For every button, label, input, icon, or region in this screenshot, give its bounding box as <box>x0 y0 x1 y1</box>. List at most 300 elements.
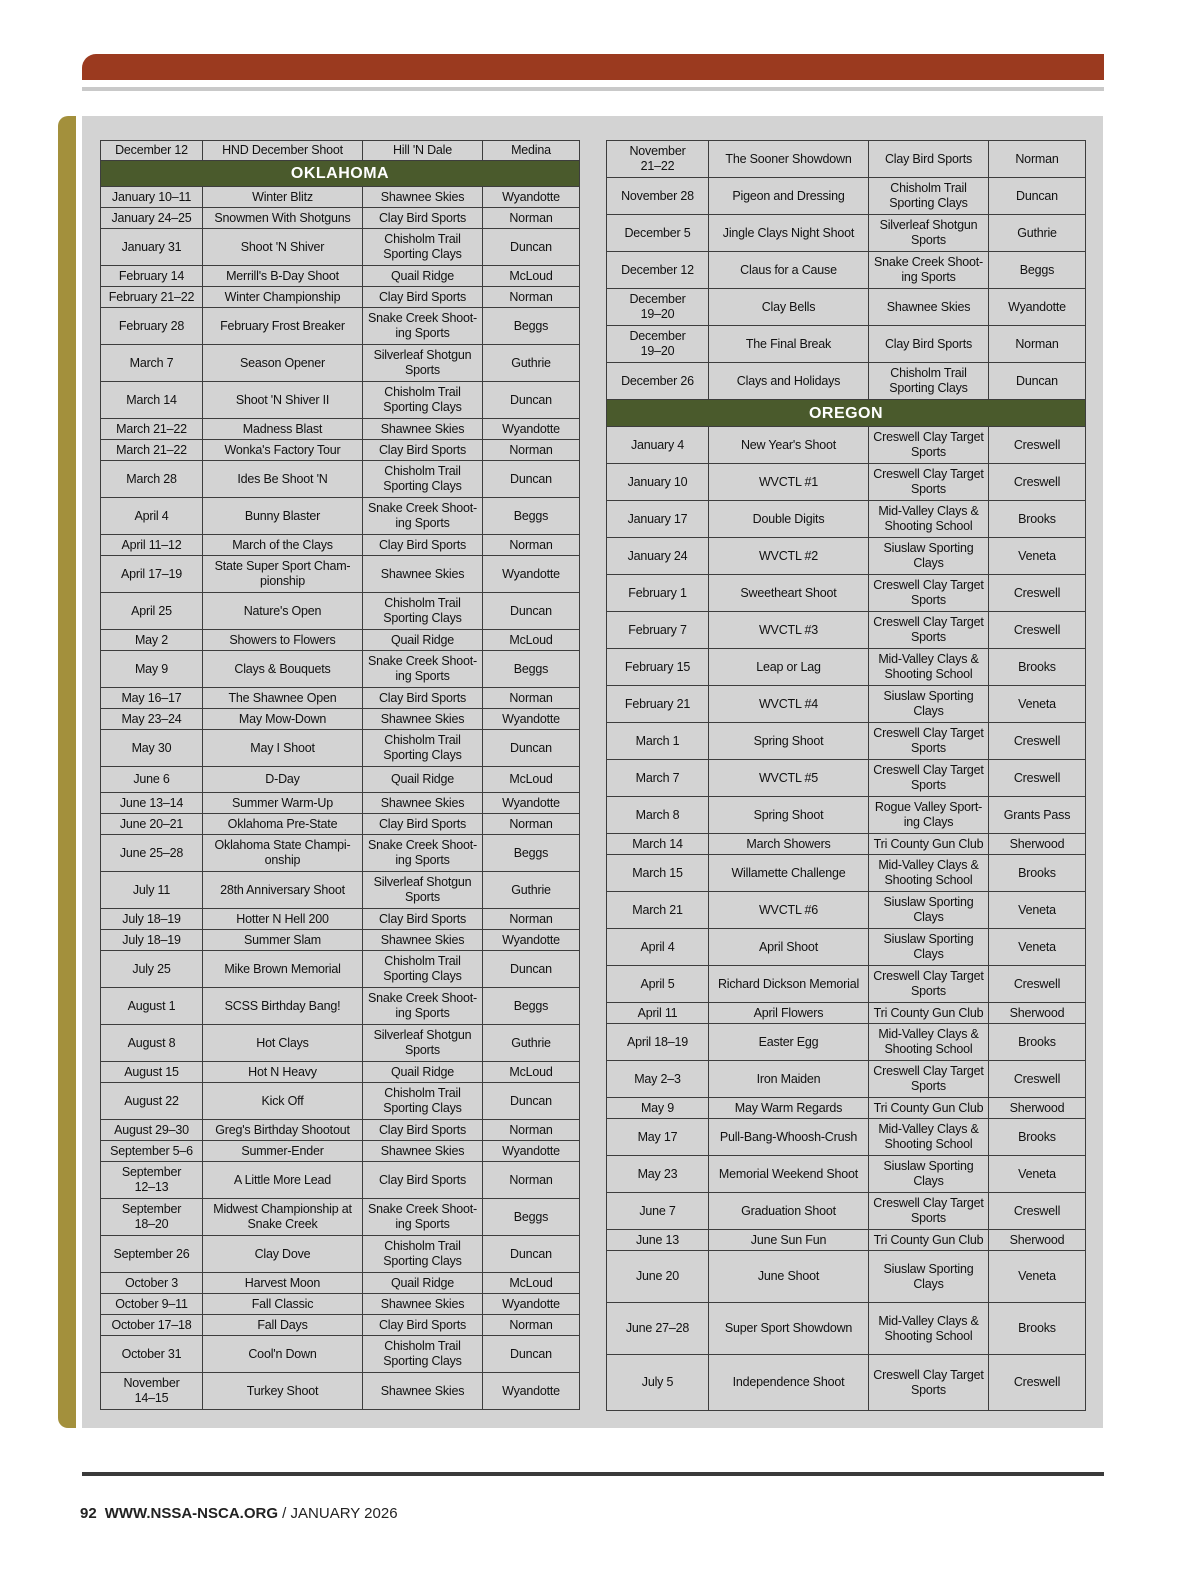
event-city: Norman <box>483 814 580 835</box>
event-city: Norman <box>483 1162 580 1199</box>
table-row <box>607 1003 1086 1024</box>
event-date: January 31 <box>101 229 203 266</box>
event-name: Turkey Shoot <box>203 1373 363 1410</box>
event-city: Norman <box>483 909 580 930</box>
event-name: Sweetheart Shoot <box>709 575 869 612</box>
event-date: March 21–22 <box>101 419 203 440</box>
event-date: March 21 <box>607 892 709 929</box>
event-city: Wyandotte <box>483 556 580 593</box>
event-club: Creswell Clay Target Sports <box>869 575 989 612</box>
table-row <box>607 1355 1086 1411</box>
event-club: Chisholm Trail Sporting Clays <box>869 363 989 400</box>
event-club: Siuslaw Sporting Clays <box>869 538 989 575</box>
event-name: June Sun Fun <box>709 1230 869 1251</box>
table-row <box>101 730 580 767</box>
event-city: Brooks <box>989 501 1086 538</box>
table-row <box>101 988 580 1025</box>
event-date: March 14 <box>101 382 203 419</box>
event-city: Brooks <box>989 1119 1086 1156</box>
event-club: Creswell Clay Target Sports <box>869 1355 989 1411</box>
event-club: Shawnee Skies <box>363 556 483 593</box>
event-city: Duncan <box>989 178 1086 215</box>
event-club: Clay Bird Sports <box>363 909 483 930</box>
event-date: February 15 <box>607 649 709 686</box>
event-name: Winter Championship <box>203 287 363 308</box>
event-club: Shawnee Skies <box>363 187 483 208</box>
table-row <box>607 760 1086 797</box>
event-date: March 21–22 <box>101 440 203 461</box>
issue-date: JANUARY 2026 <box>290 1505 398 1522</box>
event-date: July 11 <box>101 872 203 909</box>
event-date: May 23 <box>607 1156 709 1193</box>
event-city: Guthrie <box>483 1025 580 1062</box>
table-row <box>101 535 580 556</box>
event-club: Chisholm Trail Sporting Clays <box>363 229 483 266</box>
table-row <box>607 892 1086 929</box>
event-club: Quail Ridge <box>363 1062 483 1083</box>
event-city: Norman <box>483 1120 580 1141</box>
event-date: June 20–21 <box>101 814 203 835</box>
table-row <box>607 1303 1086 1355</box>
table-row <box>101 308 580 345</box>
event-name: Shoot 'N Shiver II <box>203 382 363 419</box>
event-city: Brooks <box>989 1024 1086 1061</box>
event-club: Clay Bird Sports <box>363 1162 483 1199</box>
event-name: The Sooner Showdown <box>709 141 869 178</box>
table-row <box>607 1024 1086 1061</box>
event-name: Midwest Championship at Snake Creek <box>203 1199 363 1236</box>
table-row <box>101 382 580 419</box>
table-row <box>101 951 580 988</box>
table-row <box>607 1193 1086 1230</box>
event-city: Wyandotte <box>483 1373 580 1410</box>
table-row <box>101 1294 580 1315</box>
event-club: Shawnee Skies <box>363 930 483 951</box>
event-date: June 27–28 <box>607 1303 709 1355</box>
event-date: December 5 <box>607 215 709 252</box>
event-club: Chisholm Trail Sporting Clays <box>363 1336 483 1373</box>
event-name: Winter Blitz <box>203 187 363 208</box>
table-row <box>607 929 1086 966</box>
event-date: June 6 <box>101 767 203 793</box>
event-city: Norman <box>483 535 580 556</box>
table-row <box>607 834 1086 855</box>
event-city: Creswell <box>989 1355 1086 1411</box>
event-city: Wyandotte <box>483 793 580 814</box>
event-date: May 9 <box>101 651 203 688</box>
state-header: OREGON <box>607 400 1086 427</box>
event-name: Wonka's Factory Tour <box>203 440 363 461</box>
event-date: July 18–19 <box>101 930 203 951</box>
table-row <box>101 1273 580 1294</box>
event-city: Brooks <box>989 1303 1086 1355</box>
event-club: Clay Bird Sports <box>363 1120 483 1141</box>
header-accent-bar <box>82 54 1104 80</box>
event-date: August 22 <box>101 1083 203 1120</box>
table-row <box>607 1156 1086 1193</box>
event-date: November 28 <box>607 178 709 215</box>
table-row <box>101 1315 580 1336</box>
event-city: Duncan <box>483 951 580 988</box>
event-club: Chisholm Trail Sporting Clays <box>869 178 989 215</box>
website-link[interactable]: WWW.NSSA-NSCA.ORG <box>104 1505 279 1522</box>
event-date: October 9–11 <box>101 1294 203 1315</box>
event-date: May 2–3 <box>607 1061 709 1098</box>
event-date: December 26 <box>607 363 709 400</box>
event-date: June 13–14 <box>101 793 203 814</box>
event-club: Silverleaf Shotgun Sports <box>363 872 483 909</box>
header-rule <box>82 87 1104 91</box>
event-date: May 23–24 <box>101 709 203 730</box>
event-date: September 26 <box>101 1236 203 1273</box>
event-club: Clay Bird Sports <box>363 814 483 835</box>
table-row <box>101 141 580 161</box>
state-header: OKLAHOMA <box>101 161 580 187</box>
event-name: State Super Sport Cham- pionship <box>203 556 363 593</box>
event-name: Iron Maiden <box>709 1061 869 1098</box>
event-date: November 21–22 <box>607 141 709 178</box>
event-city: Creswell <box>989 427 1086 464</box>
event-club: Snake Creek Shoot- ing Sports <box>363 498 483 535</box>
event-club: Chisholm Trail Sporting Clays <box>363 1236 483 1273</box>
side-accent-bar <box>58 116 76 1428</box>
table-row <box>607 252 1086 289</box>
event-club: Clay Bird Sports <box>363 287 483 308</box>
table-row <box>607 966 1086 1003</box>
event-city: Wyandotte <box>483 1141 580 1162</box>
table-row <box>607 686 1086 723</box>
event-name: Ides Be Shoot 'N <box>203 461 363 498</box>
event-name: Independence Shoot <box>709 1355 869 1411</box>
event-date: March 8 <box>607 797 709 834</box>
event-city: Veneta <box>989 686 1086 723</box>
event-date: April 5 <box>607 966 709 1003</box>
event-city: Duncan <box>483 461 580 498</box>
event-city: Norman <box>483 440 580 461</box>
event-club: Siuslaw Sporting Clays <box>869 929 989 966</box>
event-city: Wyandotte <box>483 709 580 730</box>
event-city: Brooks <box>989 855 1086 892</box>
event-club: Clay Bird Sports <box>869 326 989 363</box>
event-city: Duncan <box>483 593 580 630</box>
event-club: Creswell Clay Target Sports <box>869 1061 989 1098</box>
event-club: Shawnee Skies <box>363 1373 483 1410</box>
event-city: McLoud <box>483 1273 580 1294</box>
event-club: Creswell Clay Target Sports <box>869 1193 989 1230</box>
table-row <box>607 649 1086 686</box>
event-date: September 18–20 <box>101 1199 203 1236</box>
event-name: Snowmen With Shotguns <box>203 208 363 229</box>
event-city: Norman <box>483 208 580 229</box>
event-club: Creswell Clay Target Sports <box>869 612 989 649</box>
table-row <box>607 363 1086 400</box>
event-club: Tri County Gun Club <box>869 1003 989 1024</box>
event-club: Tri County Gun Club <box>869 834 989 855</box>
event-club: Creswell Clay Target Sports <box>869 464 989 501</box>
table-row <box>101 1199 580 1236</box>
event-date: March 7 <box>101 345 203 382</box>
event-name: HND December Shoot <box>203 141 363 161</box>
table-row <box>607 1119 1086 1156</box>
page-number: 92 <box>80 1505 97 1522</box>
table-row <box>101 440 580 461</box>
event-city: Norman <box>483 1315 580 1336</box>
event-city: Beggs <box>483 835 580 872</box>
event-club: Tri County Gun Club <box>869 1230 989 1251</box>
event-club: Mid-Valley Clays & Shooting School <box>869 501 989 538</box>
event-club: Hill 'N Dale <box>363 141 483 161</box>
event-name: May Mow-Down <box>203 709 363 730</box>
event-name: Super Sport Showdown <box>709 1303 869 1355</box>
event-city: Duncan <box>483 1236 580 1273</box>
table-row <box>101 1373 580 1410</box>
schedule-table-left <box>100 140 580 1410</box>
event-date: May 30 <box>101 730 203 767</box>
event-date: December 19–20 <box>607 289 709 326</box>
table-row <box>101 767 580 793</box>
event-name: Season Opener <box>203 345 363 382</box>
table-row <box>607 855 1086 892</box>
event-club: Siuslaw Sporting Clays <box>869 686 989 723</box>
table-row <box>101 872 580 909</box>
event-city: Creswell <box>989 464 1086 501</box>
event-name: The Shawnee Open <box>203 688 363 709</box>
event-club: Chisholm Trail Sporting Clays <box>363 593 483 630</box>
table-row <box>101 229 580 266</box>
event-city: Medina <box>483 141 580 161</box>
event-date: April 11 <box>607 1003 709 1024</box>
event-club: Snake Creek Shoot- ing Sports <box>869 252 989 289</box>
event-name: Oklahoma State Champi- onship <box>203 835 363 872</box>
event-date: October 3 <box>101 1273 203 1294</box>
table-row <box>607 1061 1086 1098</box>
table-row <box>607 538 1086 575</box>
table-row <box>101 1062 580 1083</box>
event-club: Mid-Valley Clays & Shooting School <box>869 1303 989 1355</box>
event-name: Hotter N Hell 200 <box>203 909 363 930</box>
event-club: Chisholm Trail Sporting Clays <box>363 730 483 767</box>
table-row <box>101 835 580 872</box>
event-date: March 1 <box>607 723 709 760</box>
event-city: Brooks <box>989 649 1086 686</box>
event-name: Harvest Moon <box>203 1273 363 1294</box>
event-name: Graduation Shoot <box>709 1193 869 1230</box>
event-name: Clays and Holidays <box>709 363 869 400</box>
event-name: Clays & Bouquets <box>203 651 363 688</box>
event-club: Shawnee Skies <box>363 419 483 440</box>
event-city: Duncan <box>483 730 580 767</box>
event-name: May Warm Regards <box>709 1098 869 1119</box>
event-club: Snake Creek Shoot- ing Sports <box>363 835 483 872</box>
event-name: Easter Egg <box>709 1024 869 1061</box>
event-city: Creswell <box>989 1061 1086 1098</box>
event-club: Quail Ridge <box>363 1273 483 1294</box>
event-club: Quail Ridge <box>363 767 483 793</box>
event-club: Snake Creek Shoot- ing Sports <box>363 1199 483 1236</box>
event-name: Spring Shoot <box>709 723 869 760</box>
event-name: Greg's Birthday Shootout <box>203 1120 363 1141</box>
event-club: Creswell Clay Target Sports <box>869 427 989 464</box>
event-date: May 17 <box>607 1119 709 1156</box>
event-city: Guthrie <box>483 872 580 909</box>
event-date: August 8 <box>101 1025 203 1062</box>
table-row <box>101 461 580 498</box>
event-city: Creswell <box>989 612 1086 649</box>
event-name: Bunny Blaster <box>203 498 363 535</box>
event-club: Shawnee Skies <box>363 1294 483 1315</box>
event-city: Norman <box>989 326 1086 363</box>
event-club: Silverleaf Shotgun Sports <box>869 215 989 252</box>
event-club: Rogue Valley Sport- ing Clays <box>869 797 989 834</box>
event-date: June 25–28 <box>101 835 203 872</box>
event-name: Madness Blast <box>203 419 363 440</box>
event-city: Duncan <box>989 363 1086 400</box>
table-row <box>607 501 1086 538</box>
state-header-row <box>101 161 580 187</box>
event-city: Veneta <box>989 1251 1086 1303</box>
event-date: February 14 <box>101 266 203 287</box>
event-city: Creswell <box>989 575 1086 612</box>
event-date: June 13 <box>607 1230 709 1251</box>
event-club: Mid-Valley Clays & Shooting School <box>869 855 989 892</box>
event-city: Norman <box>483 688 580 709</box>
event-name: Shoot 'N Shiver <box>203 229 363 266</box>
event-city: Beggs <box>483 1199 580 1236</box>
table-row <box>101 930 580 951</box>
event-name: Summer-Ender <box>203 1141 363 1162</box>
event-name: Summer Warm-Up <box>203 793 363 814</box>
event-date: January 10–11 <box>101 187 203 208</box>
event-date: May 9 <box>607 1098 709 1119</box>
table-row <box>607 575 1086 612</box>
table-row <box>607 1230 1086 1251</box>
table-row <box>607 215 1086 252</box>
event-club: Mid-Valley Clays & Shooting School <box>869 649 989 686</box>
page-footer <box>80 1505 398 1522</box>
event-name: Mike Brown Memorial <box>203 951 363 988</box>
event-date: July 25 <box>101 951 203 988</box>
event-name: Summer Slam <box>203 930 363 951</box>
event-date: April 17–19 <box>101 556 203 593</box>
event-city: Duncan <box>483 1336 580 1373</box>
event-city: Wyandotte <box>483 930 580 951</box>
event-city: Creswell <box>989 966 1086 1003</box>
table-row <box>101 1162 580 1199</box>
event-date: April 4 <box>607 929 709 966</box>
event-name: Hot Clays <box>203 1025 363 1062</box>
table-row <box>101 287 580 308</box>
event-date: February 21–22 <box>101 287 203 308</box>
table-row <box>607 289 1086 326</box>
footer-rule <box>82 1472 1104 1476</box>
event-date: February 1 <box>607 575 709 612</box>
event-club: Snake Creek Shoot- ing Sports <box>363 308 483 345</box>
event-date: November 14–15 <box>101 1373 203 1410</box>
event-date: January 10 <box>607 464 709 501</box>
event-date: April 25 <box>101 593 203 630</box>
event-name: D-Day <box>203 767 363 793</box>
table-row <box>101 593 580 630</box>
table-row <box>607 427 1086 464</box>
event-city: Wyandotte <box>483 419 580 440</box>
table-row <box>101 266 580 287</box>
table-row <box>101 709 580 730</box>
table-row <box>101 814 580 835</box>
event-city: Sherwood <box>989 834 1086 855</box>
event-city: McLoud <box>483 1062 580 1083</box>
event-city: Sherwood <box>989 1098 1086 1119</box>
event-name: Willamette Challenge <box>709 855 869 892</box>
table-row <box>607 326 1086 363</box>
event-date: April 18–19 <box>607 1024 709 1061</box>
event-city: Veneta <box>989 892 1086 929</box>
event-club: Creswell Clay Target Sports <box>869 723 989 760</box>
table-row <box>101 630 580 651</box>
event-name: WVCTL #3 <box>709 612 869 649</box>
event-name: Pigeon and Dressing <box>709 178 869 215</box>
table-row <box>607 1251 1086 1303</box>
event-date: January 17 <box>607 501 709 538</box>
event-city: Sherwood <box>989 1003 1086 1024</box>
event-club: Shawnee Skies <box>363 1141 483 1162</box>
event-date: December 19–20 <box>607 326 709 363</box>
table-row <box>101 208 580 229</box>
table-row <box>607 178 1086 215</box>
event-city: Guthrie <box>483 345 580 382</box>
event-date: September 5–6 <box>101 1141 203 1162</box>
event-name: Hot N Heavy <box>203 1062 363 1083</box>
event-city: Creswell <box>989 723 1086 760</box>
event-name: WVCTL #6 <box>709 892 869 929</box>
table-row <box>101 651 580 688</box>
event-name: Cool'n Down <box>203 1336 363 1373</box>
event-club: Chisholm Trail Sporting Clays <box>363 382 483 419</box>
event-date: August 29–30 <box>101 1120 203 1141</box>
table-row <box>101 1236 580 1273</box>
event-name: Kick Off <box>203 1083 363 1120</box>
event-city: Norman <box>989 141 1086 178</box>
event-name: 28th Anniversary Shoot <box>203 872 363 909</box>
event-date: June 20 <box>607 1251 709 1303</box>
event-name: Merrill's B-Day Shoot <box>203 266 363 287</box>
event-club: Clay Bird Sports <box>363 1315 483 1336</box>
event-date: March 14 <box>607 834 709 855</box>
event-city: Creswell <box>989 760 1086 797</box>
event-date: October 31 <box>101 1336 203 1373</box>
event-club: Clay Bird Sports <box>363 535 483 556</box>
event-club: Creswell Clay Target Sports <box>869 966 989 1003</box>
table-row <box>101 556 580 593</box>
event-date: January 24–25 <box>101 208 203 229</box>
event-club: Clay Bird Sports <box>363 208 483 229</box>
event-city: McLoud <box>483 767 580 793</box>
table-row <box>101 909 580 930</box>
event-name: Richard Dickson Memorial <box>709 966 869 1003</box>
event-club: Shawnee Skies <box>869 289 989 326</box>
footer-separator: / <box>278 1505 291 1522</box>
event-club: Siuslaw Sporting Clays <box>869 1156 989 1193</box>
event-club: Mid-Valley Clays & Shooting School <box>869 1024 989 1061</box>
table-row <box>607 612 1086 649</box>
event-date: February 7 <box>607 612 709 649</box>
event-club: Quail Ridge <box>363 266 483 287</box>
event-club: Chisholm Trail Sporting Clays <box>363 461 483 498</box>
event-name: WVCTL #1 <box>709 464 869 501</box>
event-club: Shawnee Skies <box>363 709 483 730</box>
event-date: December 12 <box>607 252 709 289</box>
table-row <box>101 419 580 440</box>
event-date: April 11–12 <box>101 535 203 556</box>
